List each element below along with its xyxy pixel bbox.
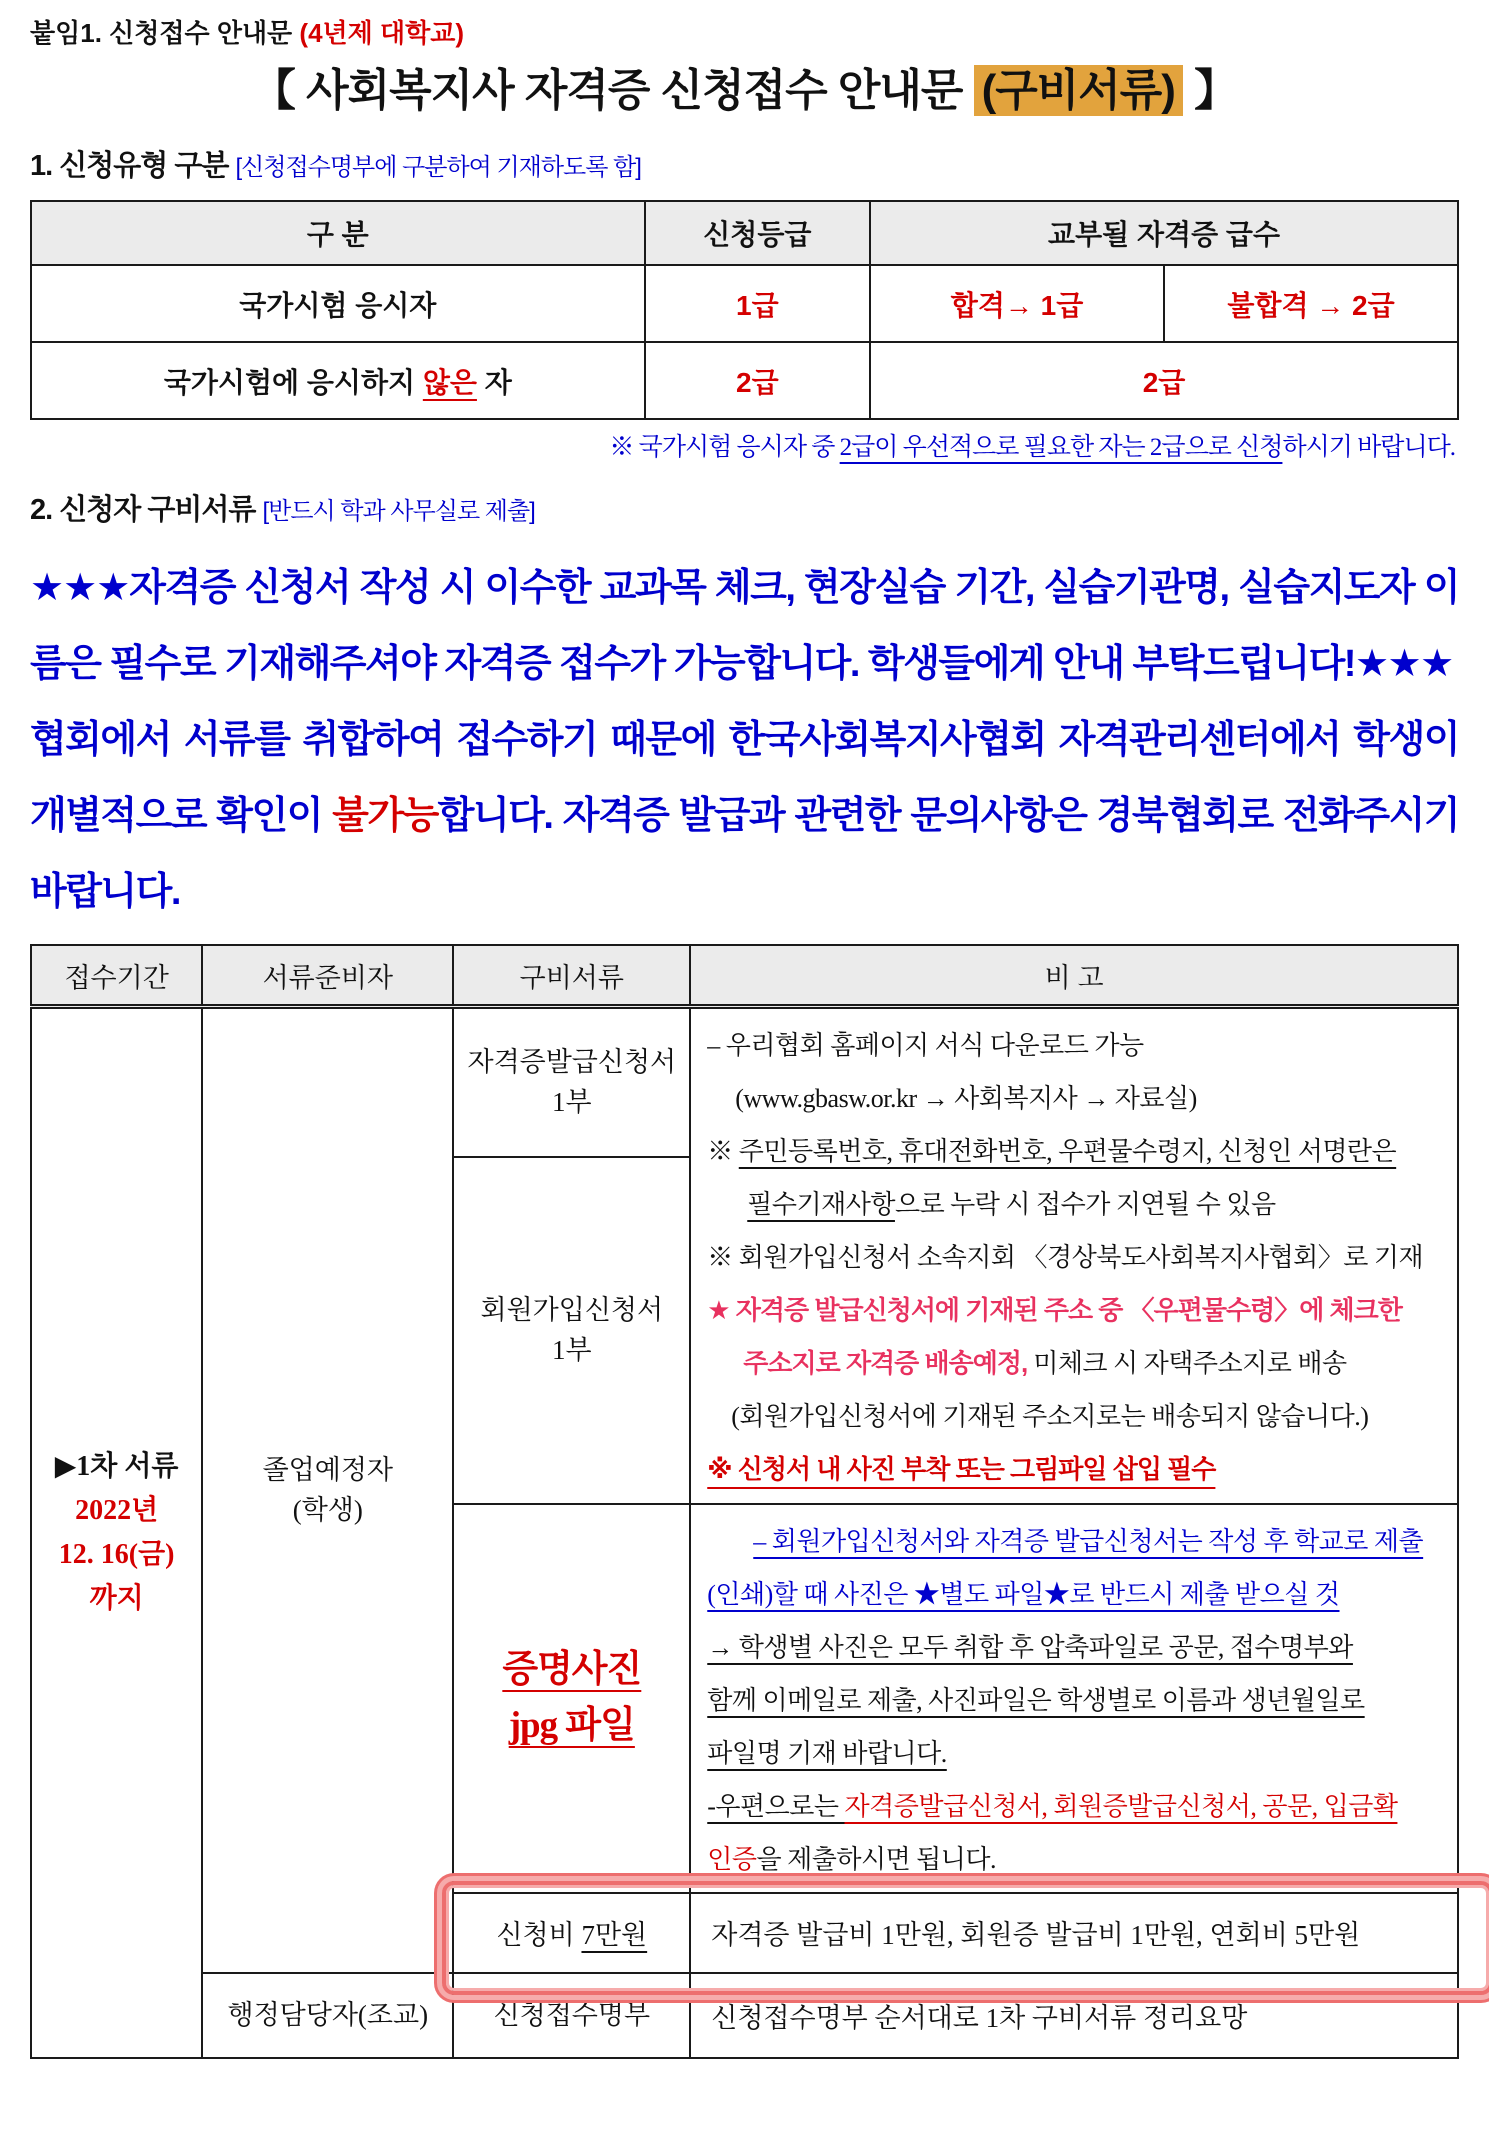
remark-a-line7-pink: 주소지로 자격증 배송예정, [743, 1348, 1028, 1378]
row2-class-red: 않은 [422, 366, 477, 398]
col-header-period: 접수기간 [31, 945, 202, 1007]
paragraph2-red: 불가능 [332, 795, 438, 837]
doc2-line2: 1부 [552, 1335, 592, 1365]
remark-b-line7-black: 을 제출하시면 됩니다. [756, 1844, 997, 1874]
remark-b-line7-red: 인증 [707, 1844, 757, 1874]
remark-a-line5: ※ 회원가입신청서 소속지회 〈경상북도사회복지사협회〉로 기재 [707, 1243, 1424, 1272]
period-line2: 2022년 [75, 1494, 159, 1526]
footnote-pre: ※ 국가시험 응시자 중 [609, 434, 840, 461]
table-header-row [31, 945, 1458, 1007]
page-title-post: 】 [1182, 66, 1238, 115]
table-row [31, 342, 1458, 419]
remark-a-line9: ※ 신청서 내 사진 부착 또는 그림파일 삽입 필수 [707, 1454, 1216, 1484]
remarks-cell-forms [690, 1007, 1458, 1504]
footnote-post: 하시기 바랍니다. [1282, 434, 1455, 461]
doc2-line1: 회원가입신청서 [480, 1295, 664, 1325]
section2-heading-note: [반드시 학과 사무실로 제출] [262, 498, 535, 525]
remark-a-line6: ★ 자격증 발급신청서에 기재된 주소 중 〈우편물수령〉에 체크한 [707, 1295, 1402, 1325]
remarks-cell-photo [690, 1504, 1458, 1893]
period-line3: 12. 16(금) [58, 1538, 175, 1570]
col-header-remarks: 비 고 [690, 945, 1458, 1007]
remark-a-line3-mark: ※ [707, 1137, 739, 1166]
notice-paragraphs [30, 550, 1459, 930]
col-header-class: 구 분 [31, 201, 645, 265]
row2-class [31, 342, 645, 419]
table-header-row [31, 201, 1458, 265]
remark-b-line4: 함께 이메일로 제출, 사진파일은 학생별로 이름과 생년월일로 [707, 1685, 1365, 1715]
page-title [30, 60, 1459, 122]
remark-b-line5: 파일명 기재 바랍니다. [707, 1738, 947, 1768]
preparer-admin-cell: 행정담당자(조교) [202, 1973, 453, 2058]
col-header-documents: 구비서류 [453, 945, 690, 1007]
remark-a-line3-underline: 주민등록번호, 휴대전화번호, 우편물수령지, 신청인 서명란은 [738, 1137, 1397, 1166]
footnote-underline: 2급이 우선적으로 필요한 자는 2급으로 신청 [839, 434, 1283, 461]
section1-heading-note: [신청접수명부에 구분하여 기재하도록 함] [235, 154, 641, 181]
row1-pass: 합격→ 1급 [870, 265, 1164, 342]
col-header-preparer: 서류준비자 [202, 945, 453, 1007]
table-row-admin [31, 1973, 1458, 2058]
document-cell-membership-form [453, 1157, 690, 1504]
row2-grade: 2급 [645, 342, 870, 419]
attachment-label-text: 붙임1. 신청접수 안내문 [30, 18, 300, 48]
required-documents-table [30, 944, 1459, 2059]
preparer-student-cell [202, 1007, 453, 1973]
preparer-student-line2: (학생) [292, 1495, 363, 1526]
row1-fail: 불합격 → 2급 [1164, 265, 1458, 342]
page-title-highlight: (구비서류) [974, 65, 1183, 116]
period-cell [31, 1007, 202, 2058]
remark-b-line6-red: 자격증발급신청서, 회원증발급신청서, 공문, 입금확 [844, 1791, 1398, 1821]
document-cell-certificate-form [453, 1007, 690, 1157]
attachment-label-red: (4년제 대학교) [299, 18, 464, 48]
table-row [31, 265, 1458, 342]
page-title-pre: 【 사회복지사 자격증 신청접수 안내문 [251, 66, 974, 115]
remark-b-line6-black: -우편으로는 [707, 1791, 845, 1821]
table1-footnote [30, 430, 1459, 466]
col-header-issue: 교부될 자격증 급수 [870, 201, 1458, 265]
row2-class-post: 자 [476, 366, 512, 398]
remarks-cell-roster: 신청접수명부 순서대로 1차 구비서류 정리요망 [690, 1973, 1458, 2058]
row2-issue: 2급 [870, 342, 1458, 419]
row1-grade: 1급 [645, 265, 870, 342]
table-row [31, 1007, 1458, 1157]
remark-a-line1: – 우리협회 홈페이지 서식 다운로드 가능 [707, 1031, 1144, 1060]
fee-label-pre: 신청비 [496, 1920, 582, 1950]
section1-heading-text: 1. 신청유형 구분 [30, 150, 236, 182]
doc3-line1: 증명사진 [502, 1649, 642, 1690]
col-header-grade: 신청등급 [645, 201, 870, 265]
paragraph2-post: 합니다. 자격증 발급과 관련한 문의사항은 경북협회로 전화주시기 바랍니다. [30, 795, 1459, 913]
section1-heading [30, 144, 1459, 190]
notice-paragraph-1: ★★★자격증 신청서 작성 시 이수한 교과목 체크, 현장실습 기간, 실습기관명, 실습지도자 이름은 필수로 기재해주셔야 자격증 접수가 가능합니다. 학생들에게 안내 부탁드립니다!★★★ [30, 567, 1459, 685]
doc3-line2: jpg 파일 [508, 1705, 635, 1746]
documents-table-wrap [30, 944, 1459, 2059]
remark-b-line2: (인쇄)할 때 사진은 ★별도 파일★로 반드시 제출 받으실 것 [707, 1579, 1340, 1609]
document-cell-fee [453, 1893, 690, 1973]
remark-a-line4-rest: 으로 누락 시 접수가 지연될 수 있음 [894, 1190, 1276, 1219]
doc1-line1: 자격증발급신청서 [467, 1047, 677, 1078]
document-cell-photo [453, 1504, 690, 1893]
period-line1: ▶1차 서류 [54, 1450, 179, 1482]
remark-b-line6 [707, 1780, 1449, 1833]
application-type-table [30, 200, 1459, 420]
remark-a-line7 [743, 1337, 1449, 1390]
period-line4: 까지 [89, 1582, 144, 1614]
remarks-cell-fee: 자격증 발급비 1만원, 회원증 발급비 1만원, 연회비 5만원 [690, 1893, 1458, 1973]
attachment-label [30, 16, 1459, 50]
remark-b-line7 [707, 1833, 1449, 1886]
fee-amount: 7만원 [581, 1920, 648, 1950]
doc1-line2: 1부 [552, 1087, 592, 1118]
section2-heading-text: 2. 신청자 구비서류 [30, 494, 263, 526]
remark-b-line1: – 회원가입신청서와 자격증 발급신청서는 작성 후 학교로 제출 [753, 1526, 1424, 1556]
paragraph2-pre: 협회에서 서류를 취합하여 접수하기 때문에 한국사회복지사협회 자격관리센터에서 학생이 개별적으로 확인이 [30, 719, 1459, 837]
notice-paragraph-2 [30, 702, 1459, 930]
preparer-student-line1: 졸업예정자 [262, 1455, 394, 1486]
row2-class-pre: 국가시험에 응시하지 [163, 366, 423, 398]
remark-a-line4 [747, 1178, 1449, 1231]
row1-class: 국가시험 응시자 [31, 265, 645, 342]
remark-a-line7-rest: 미체크 시 자택주소지로 배송 [1027, 1349, 1347, 1378]
document-cell-roster: 신청접수명부 [453, 1973, 690, 2058]
remark-a-line3 [707, 1125, 1449, 1178]
remark-a-line8: (회원가입신청서에 기재된 주소지로는 배송되지 않습니다.) [731, 1402, 1369, 1431]
remark-a-line2: (www.gbasw.or.kr → 사회복지사 → 자료실) [735, 1084, 1197, 1113]
remark-b-line3: → 학생별 사진은 모두 취합 후 압축파일로 공문, 접수명부와 [707, 1632, 1353, 1662]
remark-a-line4-underline: 필수기재사항 [747, 1190, 895, 1219]
section2-heading [30, 488, 1459, 534]
